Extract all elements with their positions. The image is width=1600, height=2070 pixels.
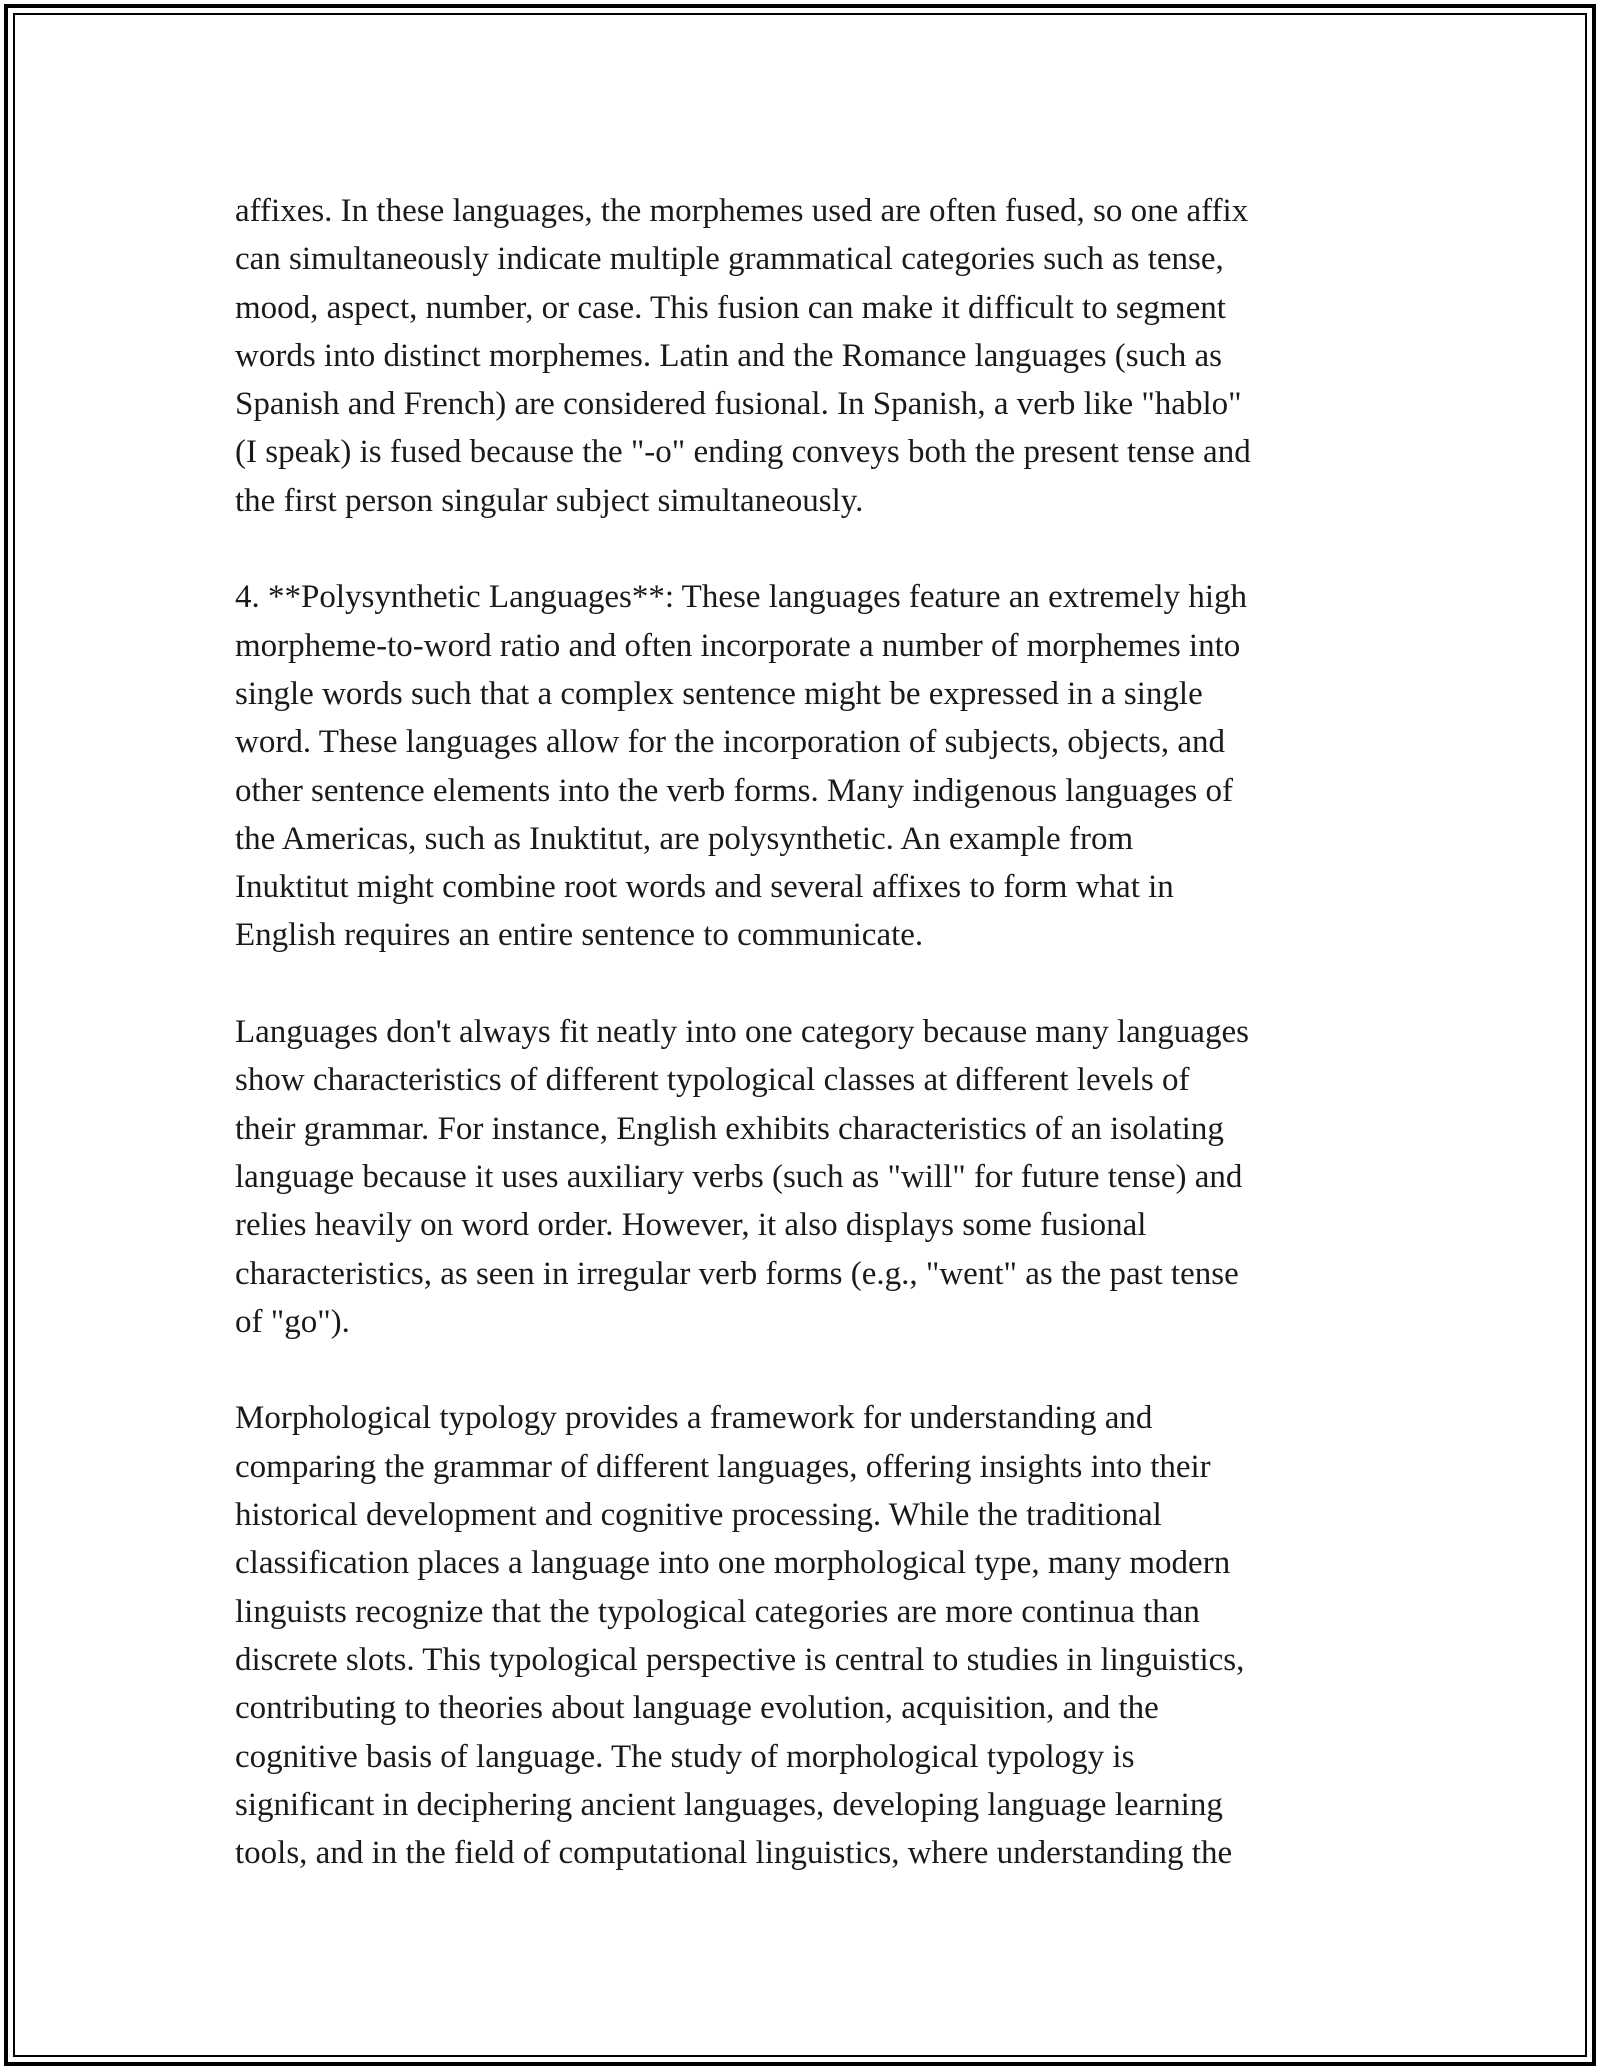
text-line: Languages don't always fit neatly into one category because many languages (235, 1014, 1249, 1051)
text-line: the first person singular subject simultaneously. (235, 482, 864, 519)
text-line: (I speak) is fused because the "-o" ending conveys both the present tense and (235, 434, 1251, 471)
text-line: discrete slots. This typological perspective is central to studies in linguistics, (235, 1641, 1245, 1678)
text-line: language because it uses auxiliary verbs (such as "will" for future tense) and (235, 1158, 1243, 1195)
paragraph (235, 573, 1370, 959)
text-line: English requires an entire sentence to communicate. (235, 917, 924, 954)
text-line: Inuktitut might combine root words and several affixes to form what in (235, 869, 1174, 906)
text-line: linguists recognize that the typological categories are more continua than (235, 1593, 1200, 1630)
text-line: morpheme-to-word ratio and often incorporate a number of morphemes into (235, 627, 1241, 664)
text-line: classification places a language into one morphological type, many modern (235, 1545, 1231, 1582)
text-line: relies heavily on word order. However, it also displays some fusional (235, 1207, 1147, 1244)
text-line: show characteristics of different typological classes at different levels of (235, 1062, 1190, 1099)
text-line: comparing the grammar of different languages, offering insights into their (235, 1448, 1211, 1485)
paragraph (235, 187, 1370, 525)
text-line: words into distinct morphemes. Latin and the Romance languages (such as (235, 337, 1223, 374)
text-line: mood, aspect, number, or case. This fusion can make it difficult to segment (235, 289, 1226, 326)
document-body (235, 187, 1370, 1877)
text-line: cognitive basis of language. The study of morphological typology is (235, 1738, 1135, 1775)
text-line: word. These languages allow for the incorporation of subjects, objects, and (235, 724, 1226, 761)
text-line: tools, and in the field of computational linguistics, where understanding the (235, 1835, 1233, 1872)
paragraph (235, 1008, 1370, 1346)
text-line: affixes. In these languages, the morphemes used are often fused, so one affix (235, 193, 1249, 229)
text-line: of "go"). (235, 1303, 350, 1340)
text-line: historical development and cognitive processing. While the traditional (235, 1497, 1162, 1534)
text-line: Morphological typology provides a framework for understanding and (235, 1400, 1153, 1437)
text-line: contributing to theories about language evolution, acquisition, and the (235, 1690, 1159, 1727)
text-line: can simultaneously indicate multiple grammatical categories such as tense, (235, 241, 1224, 278)
text-line: Spanish and French) are considered fusional. In Spanish, a verb like "hablo" (235, 386, 1242, 423)
text-line: other sentence elements into the verb forms. Many indigenous languages of (235, 772, 1233, 809)
paragraph (235, 1394, 1370, 1877)
text-line: characteristics, as seen in irregular verb forms (e.g., "went" as the past tense (235, 1255, 1239, 1292)
text-line: significant in deciphering ancient languages, developing language learning (235, 1786, 1223, 1823)
text-line: single words such that a complex sentence might be expressed in a single (235, 675, 1203, 712)
text-line: their grammar. For instance, English exhibits characteristics of an isolating (235, 1110, 1224, 1147)
text-line: the Americas, such as Inuktitut, are polysynthetic. An example from (235, 820, 1134, 857)
text-line: 4. **Polysynthetic Languages**: These languages feature an extremely high (235, 579, 1248, 616)
